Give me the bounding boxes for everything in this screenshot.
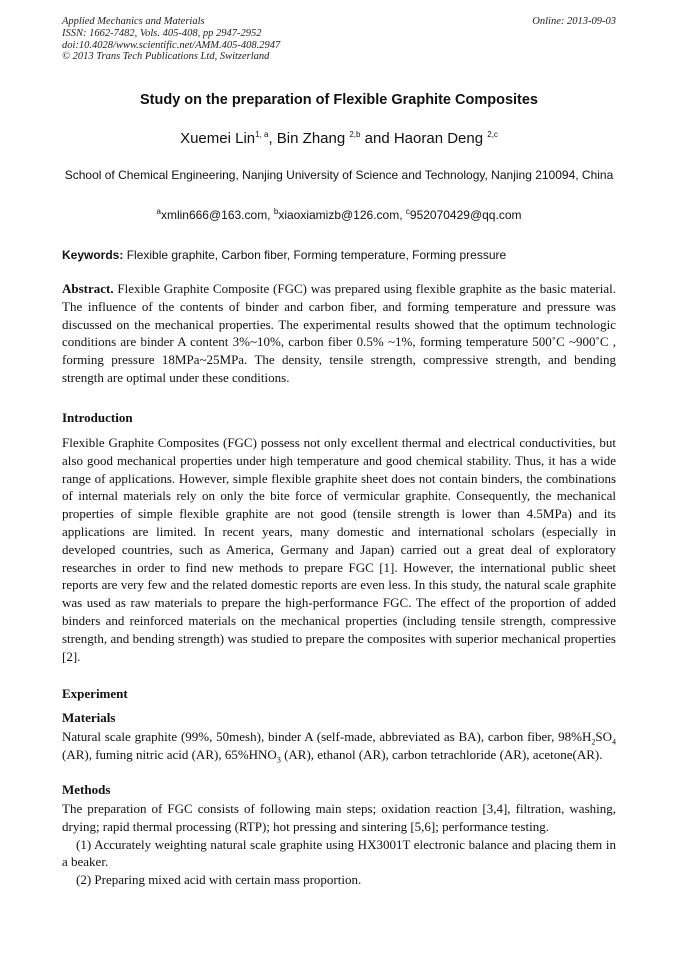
email-marker: c [405,207,410,216]
email-marker: a [156,207,161,216]
journal-name: Applied Mechanics and Materials [62,16,205,27]
subscript: 3 [276,755,281,765]
method-step: (2) Preparing mixed acid with certain mass proportion. [76,872,362,888]
keywords [62,248,616,262]
journal-header [62,16,616,63]
keywords-text: Flexible graphite, Carbon fiber, Forming temperature, Forming pressure [123,248,507,262]
abstract [62,280,616,387]
email-list [40,208,638,222]
issn-line: ISSN: 1662-7482, Vols. 405-408, pp 2947-2952 [62,27,262,39]
experiment-heading: Experiment [62,686,128,701]
author-name: , Bin Zhang [268,130,350,147]
doi-line[interactable]: doi:10.4028/www.scientific.net/AMM.405-408.2947 [62,39,281,51]
materials-text-part: SO [595,729,612,744]
author-name: and Haoran Deng [360,130,488,147]
introduction-text: Flexible Graphite Composites (FGC) possess not only excellent thermal and electrical conductivities, but also good mechanical properties under high temperature and good chemical stability. Thus, it has a wide range of applications. However, simple flexible graphite sheet does not contain binders, the combinations of internal materials rely on only the bite force of vermicular graphite. Consequently, the mechanical properties of simple flexible graphite are not good (tensile strength is lower than 4.5MPa) and its applications are limited. In recent years, many domestic and international scholars (especially in developed countries, such as America, Germany and Japan) carried out a great deal of exploratory researches in order to find new methods to prepare FGC [1]. However, the international public sheet reports are very few and the related domestic reports are even less. In this study, the natural scale graphite was used as raw materials to prepare the high-performance FGC. The effect of the proportion of added binders and reinforced materials on the mechanical properties (including tensile strength, compressive strength, and bending strength) was studied to prepare the composites with superior mechanical properties [2]. [62,435,616,664]
materials-text [62,728,616,764]
materials-text-part: Natural scale graphite (99%, 50mesh), binder A (self-made, abbreviated as BA), carbon fiber, 98%H [62,729,592,744]
author-name: Xuemei Lin [180,130,256,147]
materials-heading: Materials [62,710,116,725]
subscript: 4 [612,737,616,747]
author-list [40,130,638,147]
affiliation: School of Chemical Engineering, Nanjing University of Science and Technology, Nanjing 210094, China [64,168,614,182]
author-affil-marker: 2,c [487,130,498,139]
subscript: 2 [591,737,596,747]
methods-heading: Methods [62,782,111,797]
author-affil-marker: 1, a [255,130,269,139]
copyright-line: © 2013 Trans Tech Publications Ltd, Switzerland [62,51,270,63]
email-link[interactable]: xmlin666@163.com, [160,208,274,222]
methods-text: The preparation of FGC consists of following main steps; oxidation reaction [3,4], filtration, washing, drying; rapid thermal processing (RTP); hot pressing and sintering [5,6]; performance testing. [62,801,616,834]
email-link[interactable]: 952070429@qq.com [409,208,522,222]
author-affil-marker: 2,b [349,130,361,139]
abstract-text: Flexible Graphite Composite (FGC) was prepared using flexible graphite as the basic material. The influence of the contents of binder and carbon fiber, and forming temperature and pressure was discussed on the mechanical properties. The experimental results showed that the optimum technologic conditions are binder A content 3%~10%, carbon fiber 0.5% ~1%, forming temperature 500˚C ~900˚C , forming pressure 18MPa~25MPa. The density, tensile strength, compressive strength, and bending strength are optimal under these conditions. [62,281,616,385]
online-date: Online: 2013-09-03 [532,16,616,27]
methods-section [62,800,616,889]
materials-text-part: (AR), fuming nitric acid (AR), 65%HNO [62,746,277,762]
paper-title: Study on the preparation of Flexible Graphite Composites [140,92,538,108]
method-step: (1) Accurately weighting natural scale graphite using HX3001T electronic balance and placing them in a beaker. [62,836,616,870]
abstract-label: Abstract. [62,281,114,296]
email-marker: b [273,207,279,216]
materials-text-part: (AR), ethanol (AR), carbon tetrachloride (AR), acetone(AR). [280,746,603,762]
introduction-heading: Introduction [62,410,133,425]
email-link[interactable]: xiaoxiamizb@126.com, [278,208,406,222]
keywords-label: Keywords: [62,248,124,262]
